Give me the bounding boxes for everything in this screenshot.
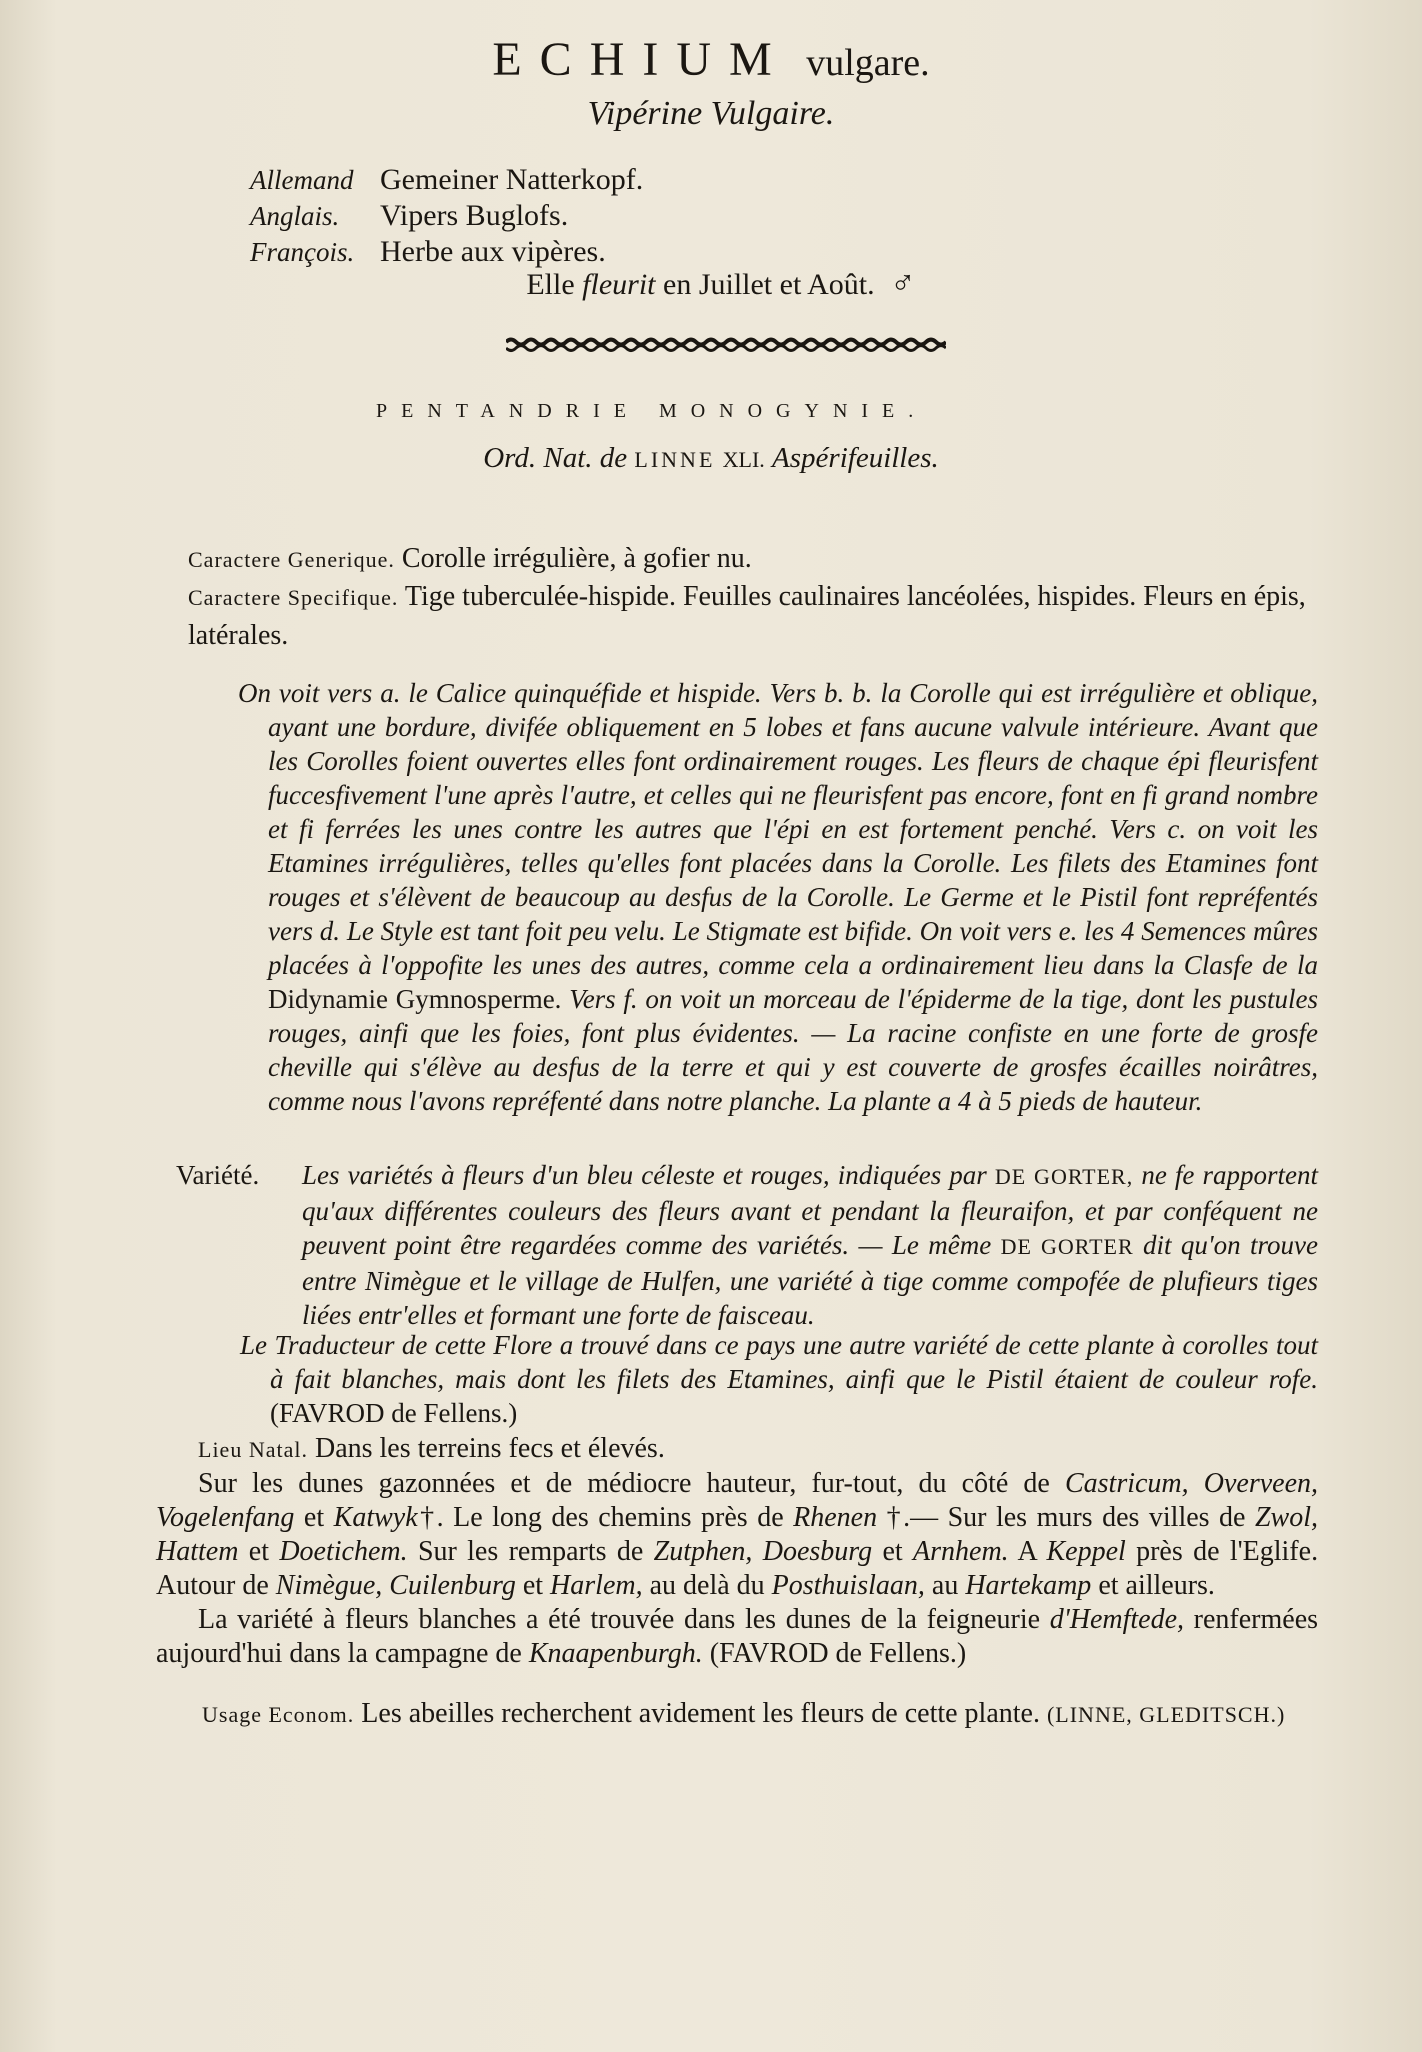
place-name: Rhenen xyxy=(793,1502,878,1533)
habitat-text: Sur les dunes gazonnées et de médiocre hauteur, fur-tout, du côté de xyxy=(198,1468,1050,1499)
place-name: Posthuislaan, xyxy=(771,1570,925,1601)
place-names: Zutphen, Doesburg xyxy=(653,1536,873,1567)
description-part-a: On voit vers a. le Calice quinquéfide et hispide. Vers b. b. la Corolle qui est irrégulière et oblique, ayant une bordure, divifée obliquement en 5 lobes et fans aucune valvule intérieure. Avant que les Corolles foient ouvertes elles font ordinairement rouges. Les fleurs de chaque épi fleurisfent fuccesfivement l'une après l'autre, et celles qui ne fleurisfent pas encore, font en fi grand nombre et fi ferrées les unes contre les autres que l'épi en est fortement penché. Vers c. on voit les Etamines irrégulières, telles qu'elles font placées dans la Corolle. Les filets des Etamines font rouges et s'élèvent de beaucoup au desfus de la Corolle. Le Germe et le Pistil font repréfentés vers d. Le Style est tant foit peu velu. Le Stigmate est bifide. On voit vers e. les 4 Semences mûres placées à l'oppofite les unes des autres, comme cela a ordinairement lieu dans la Clasfe de la xyxy=(238,678,1318,980)
variety-author-1: DE GORTER, xyxy=(994,1164,1134,1189)
ornament-divider xyxy=(506,336,946,354)
linnaean-class: PENTANDRIE MONOGYNIE. xyxy=(376,400,928,422)
natural-order xyxy=(0,438,1422,480)
habitat-text: renfermées aujourd'hui dans la campagne de xyxy=(156,1604,1319,1669)
habitat-text: au xyxy=(931,1570,959,1601)
common-name-row xyxy=(250,162,750,198)
male-symbol-icon: ♂ xyxy=(890,265,916,302)
common-names-list xyxy=(250,162,750,270)
common-name: Vipers Buglofs. xyxy=(380,199,569,232)
usage-credit: (LINNE, GLEDITSCH.) xyxy=(1046,1702,1286,1727)
place-name: Keppel xyxy=(1046,1536,1126,1567)
language-label: Allemand xyxy=(250,165,354,195)
species-name: vulgare. xyxy=(806,42,930,84)
place-name: Katwyk xyxy=(333,1502,418,1533)
translator-note xyxy=(240,1328,1318,1430)
place-names: Nimègue, Cuilenburg xyxy=(275,1570,516,1601)
habitat-text: et xyxy=(248,1536,269,1567)
variety-text-b: ne fe rapportent qu'aux différentes couleurs des fleurs avant et pendant la fleuraifon, et par conféquent ne peuvent point être regardées comme des variétés. — Le même xyxy=(302,1160,1318,1260)
usage-label: Usage Econom. xyxy=(202,1702,355,1727)
specific-character-paragraph xyxy=(142,578,1320,655)
habitat-intro xyxy=(156,1432,1318,1467)
habitat-text: Sur les remparts de xyxy=(417,1536,644,1567)
language-label: François. xyxy=(250,237,355,267)
ordo-de: de xyxy=(599,442,628,474)
flowering-line xyxy=(0,264,1422,305)
habitat-text: près de l'Eglife. Autour de xyxy=(156,1536,1319,1601)
economic-usage xyxy=(156,1696,1318,1733)
common-name: Gemeiner Natterkopf. xyxy=(380,163,644,196)
ordo-author: LINNE xyxy=(634,447,716,472)
habitat-text: †. Le long des chemins près de xyxy=(417,1502,784,1533)
place-name: Hartekamp xyxy=(965,1570,1092,1601)
genus-name: ECHIUM xyxy=(492,33,790,86)
habitat-text: et xyxy=(522,1570,544,1601)
language-label: Anglais. xyxy=(250,201,340,231)
ordo-name: Aspérifeuilles. xyxy=(772,442,939,474)
habitat-text: et xyxy=(303,1502,325,1533)
description-upright: Didynamie Gymnosperme. xyxy=(268,984,562,1014)
habitat-text: et ailleurs. xyxy=(1098,1570,1215,1601)
generic-character-text: Corolle irrégulière, à gofier nu. xyxy=(401,543,752,574)
habitat-section xyxy=(156,1432,1318,1671)
habitat-label: Lieu Natal. xyxy=(198,1437,308,1462)
habitat-text: A xyxy=(1017,1536,1037,1567)
habitat-paragraph-2 xyxy=(156,1603,1318,1671)
variety-author-2: DE GORTER xyxy=(1000,1234,1134,1259)
ordo-prefix: Ord. Nat. xyxy=(483,442,593,474)
variety-text-c: dit qu'on trouve entre Nimègue et le village de Hulfen, une variété à tige comme compofée de plufieurs tiges liées entr'elles et formant une forte de faisceau. xyxy=(302,1230,1318,1330)
habitat-text: au delà du xyxy=(649,1570,765,1601)
flowering-post: en Juillet et Août. xyxy=(663,268,875,301)
specific-character xyxy=(142,578,1320,655)
generic-character xyxy=(188,540,1338,579)
place-names: Castricum, Overveen, Vogelenfang xyxy=(156,1468,1319,1533)
ordo-number: XLI. xyxy=(722,447,765,472)
place-name: Arnhem. xyxy=(913,1536,1009,1567)
specific-character-label: Caractere Specifique. xyxy=(188,585,399,610)
habitat-paragraph-1 xyxy=(156,1467,1318,1603)
flowering-pre: Elle xyxy=(526,268,575,301)
translator-credit: (FAVROD de Fellens.) xyxy=(270,1398,518,1428)
common-name-row xyxy=(250,198,750,234)
translator-text: Le Traducteur de cette Flore a trouvé dans ce pays une autre variété de cette plante à corolles tout à fait blanches, mais dont les filets des Etamines, ainfi que le Pistil étaient de couleur rofe. xyxy=(240,1330,1318,1394)
habitat-text: La variété à fleurs blanches a été trouvée dans les dunes de la feigneurie xyxy=(198,1604,1041,1635)
variety-text-a: Les variétés à fleurs d'un bleu céleste et rouges, indiquées par xyxy=(302,1160,987,1190)
place-name: Doetichem. xyxy=(279,1536,408,1567)
place-names: Zwol, Hattem xyxy=(156,1502,1319,1567)
flowering-verb: fleurit xyxy=(582,268,656,301)
usage-text: Les abeilles recherchent avidement les fleurs de cette plante. xyxy=(361,1698,1040,1729)
place-name: Harlem, xyxy=(550,1570,643,1601)
habitat-intro-text: Dans les terreins fecs et élevés. xyxy=(314,1433,665,1464)
habitat-text: et xyxy=(882,1536,903,1567)
variety-text xyxy=(302,1158,1318,1332)
place-name: Knaapenburgh. xyxy=(528,1638,703,1669)
variety-label: Variété. xyxy=(176,1160,260,1190)
plate-description xyxy=(238,676,1318,1118)
description-part-b: Vers f. on voit un morceau de l'épiderme de la tige, dont les pustules rouges, ainfi que les foies, font plus évidentes. — La racine confiste en une forte de grosfe cheville qui s'élève au desfus de la terre et qui y est couverte de grosfes écailles noirâtres, comme nous l'avons repréfenté dans notre planche. La plante a 4 à 5 pieds de hauteur. xyxy=(268,984,1318,1116)
generic-character-label: Caractere Generique. xyxy=(188,547,395,572)
common-name: Herbe aux vipères. xyxy=(380,235,606,268)
specific-character-text: Tige tuberculée-hispide. Feuilles caulinaires lancéolées, hispides. Fleurs en épis, latérales. xyxy=(188,581,1306,651)
french-name: Vipérine Vulgaire. xyxy=(587,95,835,132)
place-name: d'Hemftede, xyxy=(1049,1604,1185,1635)
page-title xyxy=(0,28,1422,93)
habitat-text: †.— Sur les murs des villes de xyxy=(886,1502,1246,1533)
habitat-credit: (FAVROD de Fellens.) xyxy=(709,1638,967,1669)
